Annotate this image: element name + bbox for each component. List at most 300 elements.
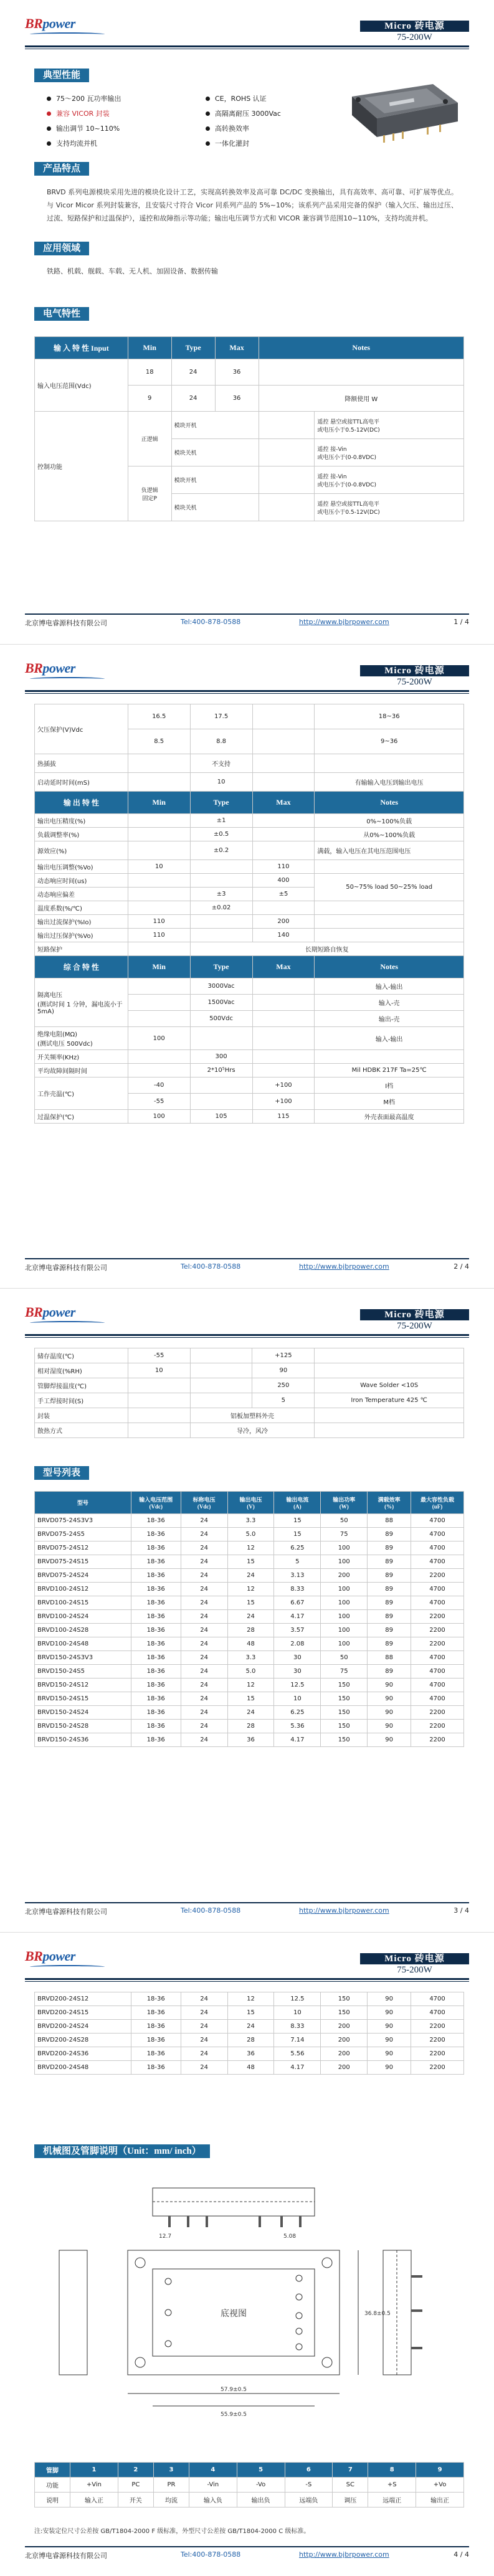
- cell: 89: [368, 1583, 411, 1596]
- row-label: 过温保护(℃): [35, 1110, 128, 1124]
- cell: [252, 841, 315, 860]
- cell: 24: [181, 1706, 227, 1720]
- product-title: Micro 砖电源: [360, 21, 469, 32]
- row-label: 工作壳温(℃): [35, 1077, 128, 1110]
- cell: [190, 915, 252, 929]
- cell: 100: [321, 1541, 368, 1555]
- cell: 24: [181, 1665, 227, 1679]
- cell: 89: [368, 1637, 411, 1651]
- page-4: [0, 1932, 494, 2576]
- pin-header: 管脚: [35, 2463, 70, 2478]
- cell: 150: [321, 1733, 368, 1747]
- cell: 10: [128, 860, 190, 874]
- cell: 24: [181, 1610, 227, 1624]
- cell: 输入-输出: [315, 1027, 464, 1050]
- model-name: BRVD075-24S3V3: [35, 1514, 131, 1528]
- model-name: BRVD200-24S28: [35, 2034, 131, 2047]
- cell: 110: [252, 860, 315, 874]
- cell: 90: [368, 2061, 411, 2075]
- table-row: [35, 1679, 464, 1692]
- col-header: Notes: [315, 792, 464, 814]
- cell: 200: [321, 2047, 368, 2061]
- product-power-range: 75-200W: [397, 32, 432, 42]
- row-label: 管脚焊接温度(℃): [35, 1378, 128, 1393]
- section-about: 产品特点: [34, 162, 89, 176]
- table-row: [35, 1692, 464, 1706]
- cell: 90: [368, 2034, 411, 2047]
- cell: 36: [227, 1733, 274, 1747]
- cell: 10: [274, 1692, 321, 1706]
- pin-header: 8: [368, 2463, 416, 2478]
- page-number: 2 / 4: [454, 1262, 469, 1271]
- cell: 150: [321, 1992, 368, 2006]
- cell: [259, 359, 463, 386]
- cell: 88: [368, 1651, 411, 1665]
- cell: 6.25: [274, 1541, 321, 1555]
- cell: 从0%~100%负载: [315, 828, 464, 841]
- pin-function: SC: [333, 2478, 368, 2493]
- cell: 5.0: [227, 1528, 274, 1541]
- cell: ±1: [190, 814, 252, 828]
- model-table: [34, 1491, 464, 1747]
- table-row: [35, 2006, 464, 2020]
- row-label: 相对湿度(%RH): [35, 1363, 128, 1378]
- cell: 正逻辑: [128, 412, 171, 466]
- cell: Iron Temperature 425 ℃: [315, 1393, 464, 1408]
- model-name: BRVD200-24S24: [35, 2020, 131, 2034]
- model-name: BRVD100-24S28: [35, 1624, 131, 1637]
- cell: 100: [321, 1624, 368, 1637]
- cell: I档: [315, 1077, 464, 1094]
- model-name: BRVD100-24S24: [35, 1610, 131, 1624]
- cell: 12.5: [274, 1992, 321, 2006]
- cell: 17.5: [190, 704, 252, 729]
- cell: 18-36: [131, 1733, 181, 1747]
- pin-description: 调压: [333, 2493, 368, 2507]
- cell: 24: [181, 1733, 227, 1747]
- section-features: 典型性能: [34, 69, 89, 82]
- cell: 2200: [411, 1624, 464, 1637]
- cell: 90: [368, 2006, 411, 2020]
- page-1: [0, 0, 494, 644]
- cell: 100: [128, 1027, 190, 1050]
- cell: 24: [227, 1610, 274, 1624]
- cell: M档: [315, 1094, 464, 1110]
- cell: 150: [321, 1692, 368, 1706]
- feature-item: 兼容 VICOR 封装: [47, 108, 110, 118]
- col-header: Notes: [259, 337, 463, 359]
- col-header: Type: [190, 956, 252, 978]
- section-mechanical: 机械图及管脚说明（Unit：mm/ inch）: [34, 2144, 210, 2158]
- cell: 18-36: [131, 1514, 181, 1528]
- table-row: [35, 2034, 464, 2047]
- cell: 负逻辑 固定P: [128, 466, 171, 521]
- pin-header: 7: [333, 2463, 368, 2478]
- col-header: Min: [128, 956, 190, 978]
- cell: 24: [181, 2047, 227, 2061]
- table-row: [35, 1992, 464, 2006]
- cell: 2200: [411, 2020, 464, 2034]
- cell: 模块关机: [171, 439, 259, 466]
- cell: 24: [181, 1596, 227, 1610]
- cell: [252, 828, 315, 841]
- cell: 89: [368, 1610, 411, 1624]
- cell: 24: [181, 1624, 227, 1637]
- cell: 4.17: [274, 1610, 321, 1624]
- cell: 9~36: [315, 729, 464, 754]
- cell: 500Vdc: [190, 1011, 252, 1027]
- dimension-label: 55.9±0.5: [221, 2412, 247, 2418]
- row-label: 手工焊接时间(S): [35, 1393, 128, 1408]
- cell: 89: [368, 1541, 411, 1555]
- cell: 18-36: [131, 1583, 181, 1596]
- pin-description: 输出负: [237, 2493, 285, 2507]
- cell: 15: [227, 1596, 274, 1610]
- section-applications: 应用领域: [34, 242, 89, 255]
- cell: 12: [227, 1583, 274, 1596]
- cell: 24: [181, 2034, 227, 2047]
- cell: +100: [252, 1077, 315, 1094]
- cell: 36: [215, 386, 259, 412]
- feature-item: 一体化灌封: [206, 138, 249, 148]
- cell: 30: [274, 1665, 321, 1679]
- cell: 24: [181, 1569, 227, 1583]
- cell: 18-36: [131, 1624, 181, 1637]
- page-footer: 北京博电睿源科技有限公司 Tel:400-878-0588 http://www.bjbrpower.com 4 / 4: [25, 2546, 469, 2559]
- cell: 遥控 接-Vin 或电压小于(0-0.8VDC): [315, 439, 464, 466]
- cell: 1500Vac: [190, 995, 252, 1011]
- cell: 4700: [411, 1651, 464, 1665]
- cell: 2200: [411, 1637, 464, 1651]
- cell: 降额使用 W: [259, 386, 463, 412]
- cell: 满载，输入电压在其电压范围电压: [315, 841, 464, 860]
- pin-function: PC: [118, 2478, 153, 2493]
- website-link[interactable]: http://www.bjbrpower.com: [299, 1262, 389, 1271]
- model-name: BRVD150-24S36: [35, 1733, 131, 1747]
- cell: 90: [368, 1692, 411, 1706]
- pin-table: [34, 2462, 464, 2507]
- table-row: [35, 1541, 464, 1555]
- cell: 2*10⁵Hrs: [190, 1064, 252, 1077]
- cell: 150: [321, 1679, 368, 1692]
- cell: 90: [368, 1679, 411, 1692]
- cell: 15: [274, 1528, 321, 1541]
- cell: 2200: [411, 1733, 464, 1747]
- cell: 10: [274, 2006, 321, 2020]
- cell: 4700: [411, 1583, 464, 1596]
- pin-header: 3: [153, 2463, 189, 2478]
- cell: 18-36: [131, 1706, 181, 1720]
- row-label: 动态响应偏差: [35, 888, 128, 901]
- cell: +100: [252, 1094, 315, 1110]
- about-paragraph: BRVD 系列电源模块采用先进的模块化设计工艺，实现高转换效率及高可靠 DC/DC 变换输出，具有高效率、高可靠、可扩展等优点。与 Vicor Micor 系列封装兼容，且安装尺寸符合 Vicor 同系列产品的 5%~10%；该系列产品采用完备的保护（输入欠压、输出过压、过流、短路保护和过温保护），遥控和故障指示等功能；输出电压调节方式和 VICOR 兼容调节范围10~110%，支持均流并机。: [47, 188, 458, 222]
- cell: 模块开机: [171, 466, 259, 494]
- col-header: Type: [190, 792, 252, 814]
- feature-item: 输出调节 10~110%: [47, 123, 120, 133]
- cell: 18-36: [131, 2020, 181, 2034]
- feature-item: 高转换效率: [206, 123, 249, 133]
- cell: 18-36: [131, 1596, 181, 1610]
- cell: 8.33: [274, 1583, 321, 1596]
- cell: 外壳表面最高温度: [315, 1110, 464, 1124]
- cell: 30: [274, 1651, 321, 1665]
- cell: 24: [181, 1528, 227, 1541]
- table-row: [35, 1583, 464, 1596]
- cell: [190, 874, 252, 888]
- cell: 4700: [411, 1992, 464, 2006]
- website-link[interactable]: http://www.bjbrpower.com: [299, 2550, 389, 2559]
- cell: +125: [252, 1348, 315, 1363]
- cell: ±0.2: [190, 841, 252, 860]
- col-header: 输入电压范围 (Vdc): [131, 1492, 181, 1514]
- page-header: [25, 1948, 469, 1986]
- dimension-label: 12.7: [159, 2233, 172, 2240]
- model-name: BRVD150-24S24: [35, 1706, 131, 1720]
- cell: ±5: [252, 888, 315, 901]
- cell: 12: [227, 1679, 274, 1692]
- cell: 15: [227, 1692, 274, 1706]
- model-name: BRVD150-24S12: [35, 1679, 131, 1692]
- cell: 8.5: [128, 729, 190, 754]
- page-number: 3 / 4: [454, 1906, 469, 1915]
- cell: 250: [252, 1378, 315, 1393]
- cell: [128, 942, 190, 956]
- col-header: 输出功率 (W): [321, 1492, 368, 1514]
- col-header: 输出电压 (V): [227, 1492, 274, 1514]
- cell: 24: [181, 2061, 227, 2075]
- cell: 89: [368, 1624, 411, 1637]
- cell: 输出-壳: [315, 1011, 464, 1027]
- row-label: 散热方式: [35, 1423, 128, 1438]
- cell: 10: [190, 773, 252, 792]
- cell: 4700: [411, 1665, 464, 1679]
- row-label: 功能: [35, 2478, 70, 2493]
- cell: 铝板加塑料外壳: [190, 1408, 315, 1423]
- cell: 400: [252, 874, 315, 888]
- product-power-range: 75-200W: [397, 677, 432, 687]
- col-header: 综 合 特 性: [35, 956, 128, 978]
- cell: 4700: [411, 1596, 464, 1610]
- cell: 90: [368, 1733, 411, 1747]
- cell: 2.08: [274, 1637, 321, 1651]
- row-label: 隔离电压 (测试时间 1 分钟，漏电流小于 5mA): [35, 978, 128, 1027]
- applications-text: 铁路、机载、舰载、车载、无人机、加固设备、数据传输: [47, 267, 218, 275]
- pin-header: 2: [118, 2463, 153, 2478]
- cell: 90: [368, 1720, 411, 1733]
- cell: [128, 874, 190, 888]
- cell: 24: [181, 1651, 227, 1665]
- cell: 18-36: [131, 1665, 181, 1679]
- table-row: [35, 1528, 464, 1541]
- pin-header: 1: [70, 2463, 118, 2478]
- cell: 导冷，风冷: [190, 1423, 315, 1438]
- row-label: 启动延时时间(mS): [35, 773, 128, 792]
- row-label: 负载调整率(%): [35, 828, 128, 841]
- cell: 7.14: [274, 2034, 321, 2047]
- cell: 4700: [411, 1528, 464, 1541]
- row-label: 开关频率(KHz): [35, 1050, 128, 1064]
- model-name: BRVD075-24S12: [35, 1541, 131, 1555]
- cell: 遥控 悬空或接TTL高电平 或电压小于0.5-12V(DC): [315, 494, 464, 521]
- cell: 110: [128, 915, 190, 929]
- cell: 18: [128, 359, 171, 386]
- cell: 105: [190, 1110, 252, 1124]
- table-row: [35, 1610, 464, 1624]
- cell: Wave Solder <10S: [315, 1378, 464, 1393]
- model-name: BRVD150-24S3V3: [35, 1651, 131, 1665]
- cell: 150: [321, 1720, 368, 1733]
- page-number: 1 / 4: [454, 618, 469, 626]
- table-row: [35, 1596, 464, 1610]
- cell: 200: [321, 2061, 368, 2075]
- row-label: 输出过流保护(%Io): [35, 915, 128, 929]
- cell: 89: [368, 1569, 411, 1583]
- cell: 4700: [411, 1692, 464, 1706]
- pin-description: 开关: [118, 2493, 153, 2507]
- col-header: Type: [171, 337, 215, 359]
- cell: [128, 901, 190, 915]
- page-2: [0, 644, 494, 1288]
- pin-function: -Vo: [237, 2478, 285, 2493]
- col-header: 标称电压 (Vdc): [181, 1492, 227, 1514]
- bottom-view-label: 底视图: [221, 2309, 247, 2319]
- cell: 200: [321, 2034, 368, 2047]
- cell: [315, 1348, 464, 1363]
- model-name: BRVD075-24S15: [35, 1555, 131, 1569]
- cell: 4700: [411, 1514, 464, 1528]
- cell: 90: [368, 1706, 411, 1720]
- pin-description: 远端正: [368, 2493, 416, 2507]
- cell: 100: [321, 1596, 368, 1610]
- cell: 遥控 接-Vin 或电压小于(0-0.8VDC): [315, 466, 464, 494]
- cell: 24: [171, 386, 215, 412]
- row-label: 平均故障间隔时间: [35, 1064, 128, 1077]
- cell: 24: [181, 1514, 227, 1528]
- cell: 2200: [411, 2034, 464, 2047]
- cell: 50: [321, 1651, 368, 1665]
- dimension-label: 36.8±0.5: [364, 2311, 391, 2317]
- product-power-range: 75-200W: [397, 1965, 432, 1975]
- cell: 110: [128, 929, 190, 942]
- cell: 115: [252, 1110, 315, 1124]
- cell: 24: [181, 1555, 227, 1569]
- row-label: 储存温度(℃): [35, 1348, 128, 1363]
- cell: 18-36: [131, 1992, 181, 2006]
- table-row: [35, 1706, 464, 1720]
- cell: 18-36: [131, 2006, 181, 2020]
- cell: 18-36: [131, 1720, 181, 1733]
- row-label: 控制功能: [35, 412, 128, 521]
- page-header: [25, 16, 469, 53]
- cell: 24: [181, 1637, 227, 1651]
- cell: 6.25: [274, 1706, 321, 1720]
- cell: 输入-输出: [315, 978, 464, 995]
- cell: 3.3: [227, 1651, 274, 1665]
- model-name: BRVD200-24S36: [35, 2047, 131, 2061]
- mechanical-drawing: [34, 2169, 464, 2431]
- cell: 3.3: [227, 1514, 274, 1528]
- page-3: [0, 1288, 494, 1932]
- product-title: Micro 砖电源: [360, 665, 469, 676]
- table-row: [35, 1555, 464, 1569]
- cell: [315, 860, 464, 874]
- cell: 24: [181, 1679, 227, 1692]
- cell: 90: [252, 1363, 315, 1378]
- pin-description: 输入正: [70, 2493, 118, 2507]
- cell: 75: [321, 1665, 368, 1679]
- cell: 18-36: [131, 1679, 181, 1692]
- pin-header: 6: [285, 2463, 333, 2478]
- cell: [252, 814, 315, 828]
- cell: 24: [181, 1720, 227, 1733]
- cell: 300: [190, 1050, 252, 1064]
- feature-item: CE，ROHS 认证: [206, 93, 267, 103]
- cell: 2200: [411, 1610, 464, 1624]
- cell: 36: [227, 2047, 274, 2061]
- cell: 24: [227, 1569, 274, 1583]
- pin-function: +S: [368, 2478, 416, 2493]
- cell: 24: [181, 1541, 227, 1555]
- cell: 2200: [411, 1720, 464, 1733]
- cell: 18-36: [131, 1637, 181, 1651]
- cell: 8.33: [274, 2020, 321, 2034]
- cell: 100: [321, 1610, 368, 1624]
- page-footer: 北京博电睿源科技有限公司 Tel:400-878-0588 http://www.bjbrpower.com 1 / 4: [25, 613, 469, 626]
- cell: 24: [181, 2006, 227, 2020]
- pin-function: +Vin: [70, 2478, 118, 2493]
- section-electrical: 电气特性: [34, 307, 89, 321]
- cell: 24: [181, 2020, 227, 2034]
- cell: 2200: [411, 1706, 464, 1720]
- model-name: BRVD150-24S5: [35, 1665, 131, 1679]
- cell: 150: [321, 2006, 368, 2020]
- cell: 90: [368, 2047, 411, 2061]
- table-row: [35, 1569, 464, 1583]
- table-row: [35, 1651, 464, 1665]
- cell: 89: [368, 1555, 411, 1569]
- cell: 4.17: [274, 2061, 321, 2075]
- cell: 有输输入电压到输出电压: [315, 773, 464, 792]
- cell: 9: [128, 386, 171, 412]
- cell: 18-36: [131, 2047, 181, 2061]
- cell: 长期短路自恢复: [190, 942, 463, 956]
- cell: 24: [227, 1706, 274, 1720]
- table-row: [35, 1624, 464, 1637]
- cell: 2200: [411, 1569, 464, 1583]
- spec-table-continued: [34, 704, 464, 1124]
- table-row: [35, 1733, 464, 1747]
- cell: 12: [227, 1992, 274, 2006]
- cell: 140: [252, 929, 315, 942]
- page-footer: 北京博电睿源科技有限公司 Tel:400-878-0588 http://www.bjbrpower.com 2 / 4: [25, 1258, 469, 1271]
- brand-logo: BRpower: [25, 16, 125, 40]
- cell: [128, 814, 190, 828]
- cell: 89: [368, 1596, 411, 1610]
- table-row: [35, 1720, 464, 1733]
- cell: 18-36: [131, 1692, 181, 1706]
- product-power-range: 75-200W: [397, 1321, 432, 1331]
- website-link[interactable]: http://www.bjbrpower.com: [299, 1906, 389, 1915]
- cell: 3.57: [274, 1624, 321, 1637]
- cell: 18-36: [131, 1541, 181, 1555]
- product-photo: [340, 78, 464, 146]
- cell: 100: [321, 1555, 368, 1569]
- col-header: 型号: [35, 1492, 131, 1514]
- website-link[interactable]: http://www.bjbrpower.com: [299, 618, 389, 626]
- cell: 100: [321, 1583, 368, 1596]
- cell: [128, 828, 190, 841]
- cell: 150: [321, 1706, 368, 1720]
